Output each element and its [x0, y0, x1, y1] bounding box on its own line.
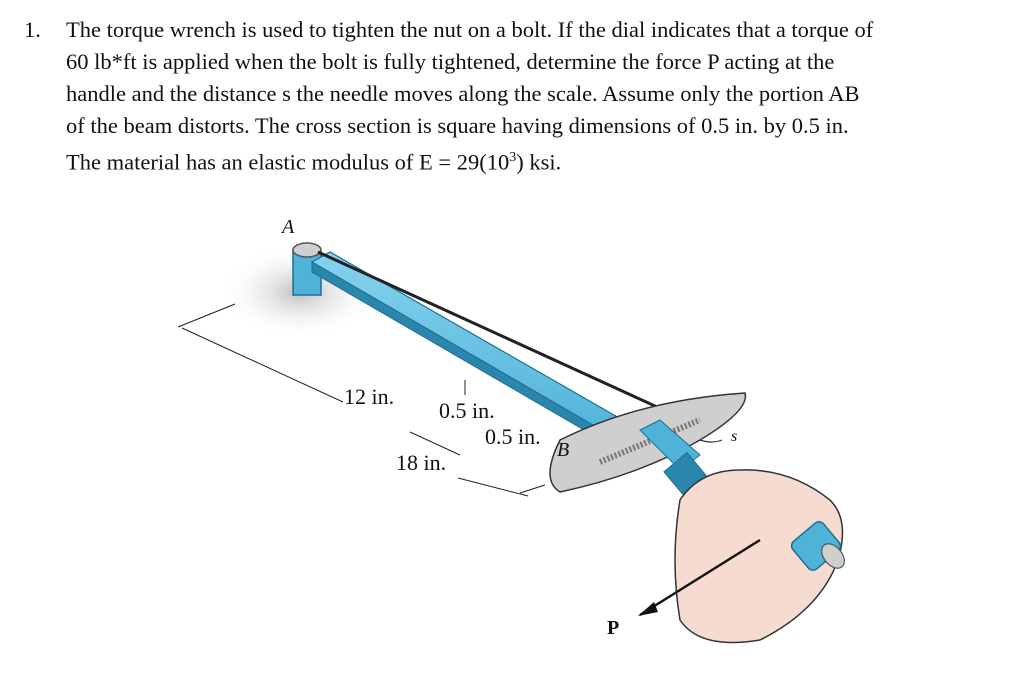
dimension-0.5in-width: 0.5 in.: [485, 424, 541, 449]
label-B: B: [557, 439, 570, 461]
problem-line-2: 60 lb*ft is applied when the bolt is fully tightened, determine the force P acting at the: [66, 49, 835, 74]
label-A: A: [282, 216, 295, 238]
problem-number: 1.: [24, 17, 41, 42]
dimension-12in: 12 in.: [344, 384, 395, 409]
label-P: P: [607, 617, 620, 639]
dimension-0.5in-height: 0.5 in.: [439, 398, 495, 423]
problem-line-4: of the beam distorts. The cross section is square having dimensions of 0.5 in. by 0.5 in.: [66, 113, 849, 138]
problem-line-1: The torque wrench is used to tighten the nut on a bolt. If the dial indicates that a torque of: [66, 17, 874, 42]
problem-line-5-exponent: 3: [509, 150, 517, 165]
problem-line-5-prefix: The material has an elastic modulus of E = 29(10: [66, 149, 510, 175]
dimension-18in: 18 in.: [396, 450, 447, 475]
problem-line-5-suffix: ) ksi.: [516, 149, 562, 175]
s-indicator: [700, 440, 722, 442]
problem-line-3: handle and the distance s the needle moves along the scale. Assume only the portion AB: [66, 81, 860, 106]
label-s: s: [731, 428, 738, 445]
